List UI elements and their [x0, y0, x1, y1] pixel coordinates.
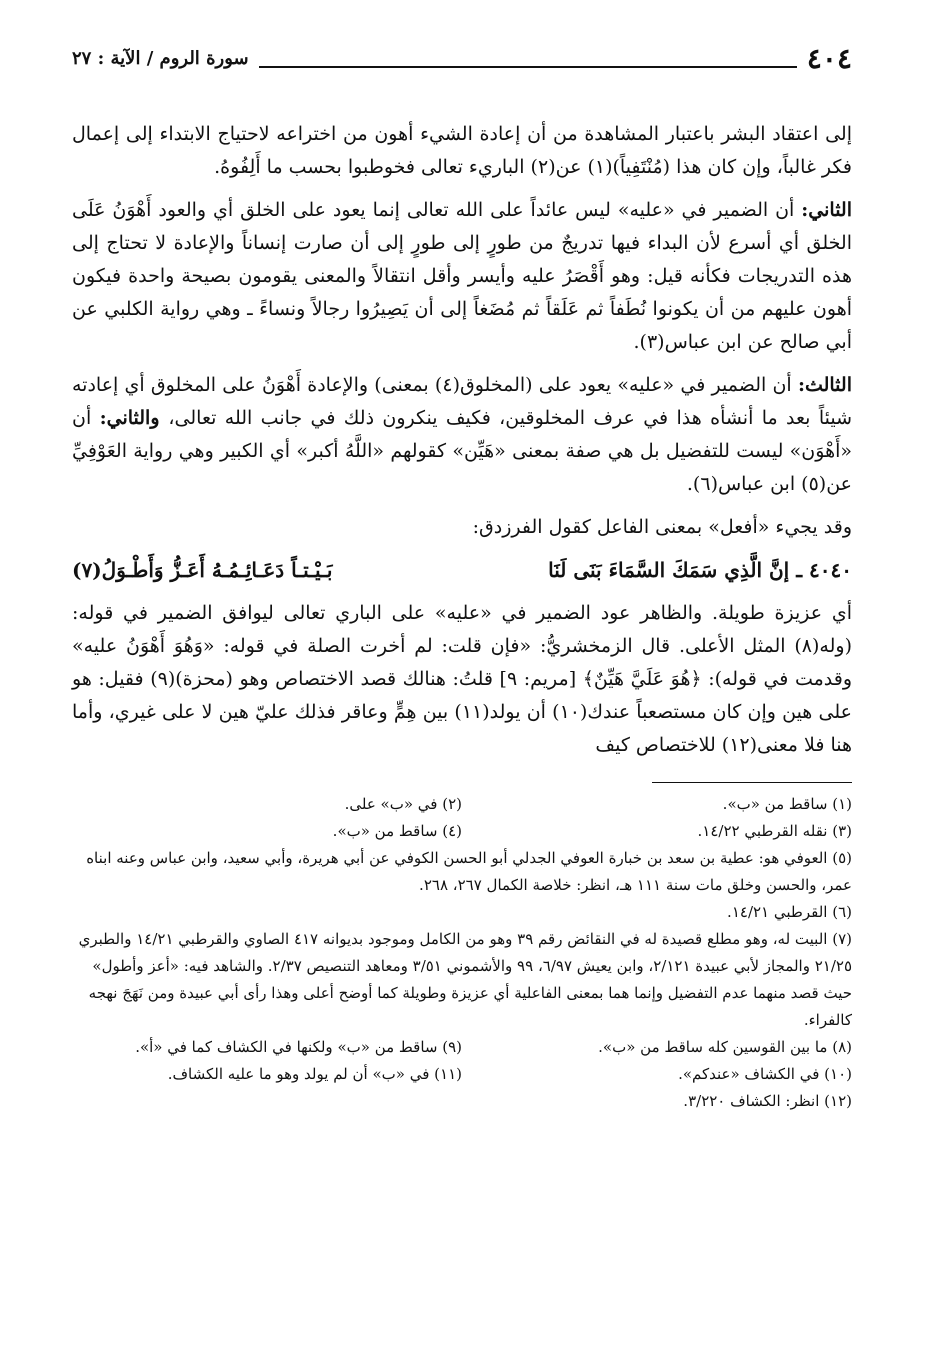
page [72, 38, 852, 1115]
poetry-verse [72, 554, 852, 587]
footnote-7: (٧) البيت له، وهو مطلع قصيدة له في النقائض رقم ٣٩ وهو من الكامل وموجود بديوانه ٤١٧ الصاوي والقرطبي ١٤/٢١ والطبري ٢١/٢٥ والمجاز لأبي عبيدة ٢/١٢١، وابن يعيش ٦/٩٧، ٩٩ والأشموني ٣/٥١ ومعاهد التنصيص ٢/٣٧. والشاهد فيه: «أعز وأطول» حيث قصد منهما عدم التفضيل وإنما هما بمعنى الفاعلية أي عزيزة وطويلة كما أوضح أعلى وهذا رأى أبي عبيدة ومن نَهَجَ نهجه كالفراء. [78, 930, 852, 1029]
page-header [72, 38, 852, 78]
footnote-5: (٥) العوفي هو: عطية بن سعد بن خبارة العوفي الجدلي أبو الحسن الكوفي عن أبي هريرة، وأبي سعيد، وابن عباس وعنه ابناه عمر، والحسن وخلق مات سنة ١١١ هـ، انظر: خلاصة الكمال ٢٦٧، ٢٦٨. [86, 849, 852, 894]
paragraph-3-lead-2: والثاني: [99, 407, 169, 429]
footnote-row [72, 791, 852, 818]
footnote-row [72, 818, 852, 845]
footnote-3: (٣) نقله القرطبي ١٤/٢٢. [697, 822, 852, 840]
paragraph-3-text: أن الضمير في «عليه» يعود على (المخلوق(٤) بمعنى) والإعادة أَهْوَنُ على المخلوق أي إعادته شيئاً بعد ما أنشأه هذا في عرف المخلوقين، فكيف ينكرون ذلك في جانب الله تعالى، [72, 374, 852, 429]
paragraph-4: وقد يجيء «أفعل» بمعنى الفاعل كقول الفرزدق: [472, 516, 852, 538]
footnote-8: (٨) ما بين القوسين كله ساقط من «ب». [598, 1038, 852, 1056]
verse-second-half: بَـيْـتـاً دَعَـائِـمُـهُ أَعَـزُّ وَأَطْـوَلُ(٧) [72, 558, 333, 582]
header-rule [259, 48, 797, 68]
footnote-11: (١١) في «ب» أن لم يولد وهو ما عليه الكشاف. [167, 1065, 462, 1083]
paragraph-3 [72, 369, 852, 501]
footnote-10: (١٠) في الكشاف «عندكم». [678, 1065, 852, 1083]
footnote-divider [652, 782, 852, 783]
footnote-9: (٩) ساقط من «ب» ولكنها في الكشاف كما في «أ». [135, 1038, 462, 1056]
paragraph-3-text-2: أن «أَهْوَن» ليست للتفضيل بل هي صفة بمعنى «هَيِّن» كقولهم «اللَّهُ أكبر» أي الكبير وهي رواية العَوْفِيِّ عن(٥) ابن عباس(٦). [72, 407, 852, 495]
footnote-4: (٤) ساقط من «ب». [332, 822, 462, 840]
paragraph-3-lead: الثالث: [797, 374, 852, 396]
footnote-row [72, 1034, 852, 1061]
footnote-12: (١٢) انظر: الكشاف ٣/٢٢٠. [683, 1092, 852, 1110]
verse-first-half: ٤٠٤٠ ـ إنَّ الَّذِي سَمَكَ السَّمَاءَ بَنَى لَنَا [548, 558, 852, 582]
paragraph-2-lead: الثاني: [801, 199, 852, 221]
paragraph-2 [72, 194, 852, 359]
main-text [72, 118, 852, 762]
paragraph-5: أي عزيزة طويلة. والظاهر عود الضمير في «عليه» على الباري تعالى ليوافق الضمير في قوله: (وله(٨) المثل الأعلى. قال الزمخشريُّ: «فإن قلت: لم أخرت الصلة في قوله: «وَهُوَ أَهْوَنُ عليه» وقدمت في قوله): ﴿هُوَ عَلَيَّ هَيِّنٌ﴾ [مريم: ٩] قلتُ: هنالك قصد الاختصاص وهو (محزة)(٩) فقيل: هو على هين وإن كان مستصعباً عندك(١٠) أن يولد(١١) بين هِمٍّ وعاقر فذلك عليّ هين لا على غيري، وأما هنا فلا معنى(١٢) للاختصاص كيف [72, 602, 853, 756]
sura-label: سورة الروم / الآية : ٢٧ [72, 47, 249, 69]
footnote-1: (١) ساقط من «ب». [722, 795, 852, 813]
paragraph-1: إلى اعتقاد البشر باعتبار المشاهدة من أن إعادة الشيء أهون من اختراعه لاحتياج الابتداء إلى إعمال فكر غالباً، وإن كان هذا (مُنْتَفِياً)(١) عن(٢) الباريء تعالى فخوطبوا بحسب ما أَلِفُوهُ. [72, 123, 852, 178]
footnote-2: (٢) في «ب» على. [344, 795, 462, 813]
footnote-row [72, 1061, 852, 1088]
paragraph-2-text: أن الضمير في «عليه» ليس عائداً على الله تعالى إنما يعود على الخلق أي والعود أَهْوَنُ عَلَى الخلق أي أسرع لأن البداء فيها تدريجٌ من طورٍ إلى طورٍ إلى أن صارت إنساناً والإعادة لا تحتاج إلى هذه التدريجات فكأنه قيل: وهو أَقْصَرُ عليه وأيسر وأقل انتقالاً والمعنى يقومون بصيحة واحدة فيكون أهون عليهم من أن يكونوا نُطَفاً ثم عَلَقاً ثم مُضَغاً إلى أن يَصِيرُوا رجالاً ونساءً ـ وهي رواية الكلبي عن أبي صالح عن ابن عباس(٣). [72, 199, 852, 353]
footnote-6: (٦) القرطبي ١٤/٢١. [727, 903, 852, 921]
footnotes [72, 791, 852, 1115]
page-number: ٤٠٤ [806, 41, 852, 75]
